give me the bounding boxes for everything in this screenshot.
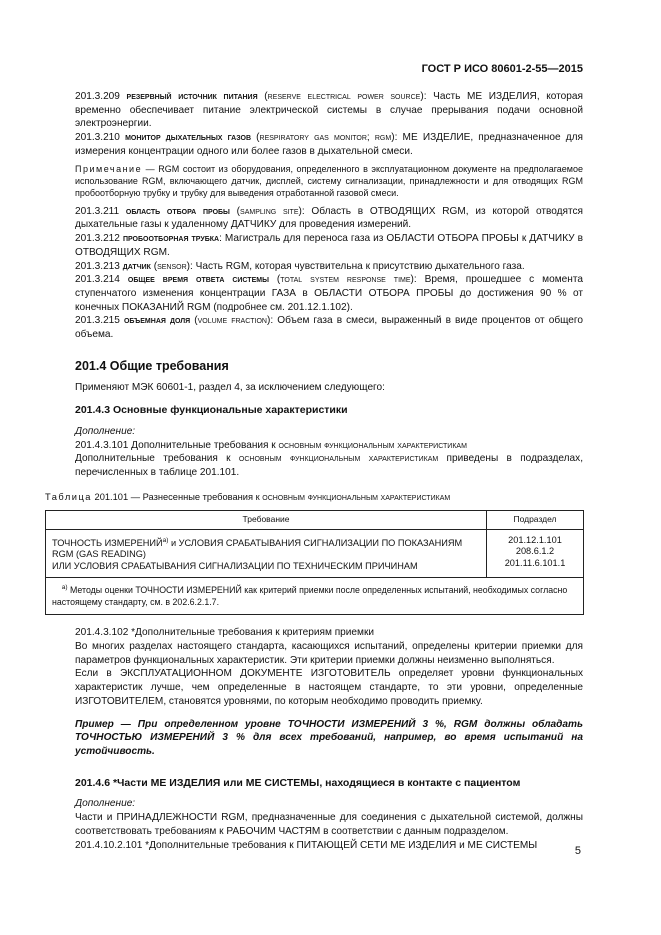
definition-201-3-210: 201.3.210 монитор дыхательных газов (respiratory gas monitor; rgm): ME ИЗДЕЛИЕ, предназначенное для измерения концентрации одного или более газов в дыхательной смеси. [75,132,583,157]
document-header: ГОСТ Р ИСО 80601-2-55—2015 [421,63,583,75]
example-text: Пример — При определенном уровне ТОЧНОСТИ ИЗМЕРЕНИЙ 3 %, RGM должны обладать ТОЧНОСТЬЮ ИЗМЕРЕНИЙ 3 % для всех требований, например, во время испытаний на устойчивость. [75,718,583,757]
section-heading-201-4: 201.4 Общие требования [75,358,229,373]
term: область отбора пробы [125,205,230,217]
definition-201-3-211: 201.3.211 область отбора пробы (sampling site): Область в ОТВОДЯЩИХ RGM, из которой отводятся дыхательные газы к удаленному ДАТЧИКУ для проведения измерений. [75,205,584,231]
table-footnote-row [46,578,584,615]
column-header-requirement: Требование [46,511,487,530]
note: Примечание — RGM состоит из оборудования, определенного в эксплуатационном документе на предполагаемое использование RGM, включающего датчик, дисплей, систему сигнализации, принадлежности и для отводящих RGM пробоотборную трубку и трубку для выведения отработанной газовой смеси. [75,163,583,199]
paragraph-201-4-3-102-title: 201.4.3.102 *Дополнительные требования к критериям приемки [75,627,375,639]
addition-label: Дополнение: [75,425,136,437]
definition-201-3-213: 201.3.213 датчик (sensor): Часть RGM, которая чувствительна к присутствию дыхательного газа. [75,260,525,272]
page-number: 5 [574,845,581,857]
paragraph-201-4-3-101-body: Дополнительные требования к основным функциональным характеристикам приведены в подразделах, перечисленных в таблице 201.101. [75,453,583,478]
table-footnote: $^{а)}$ Методы оценки ТОЧНОСТИ ИЗМЕРЕНИЙ как критерий приемки после определенных испытаний, необходимых согласно настоящему стандарту, см. в 202.6.2.1.7. [46,578,584,615]
term: датчик [122,260,151,272]
paragraph-201-4-3-102-p1: Во многих разделах настоящего стандарта, касающихся испытаний, определены критерии приемки для параметров функциональных характеристик. Эти критерии приемки должны неизменно выполняться. [75,641,583,666]
page-body [45,90,584,852]
definition-201-3-215: 201.3.215 объемная доля (volume fraction): Объем газа в смеси, выраженный в виде процентов от общего объема. [75,315,583,341]
section-intro: Применяют МЭК 60601-1, раздел 4, за исключением следующего: [75,382,385,394]
requirement-cell: ТОЧНОСТЬ $ИЗМЕРЕНИЙ^{а)}$ и УСЛОВИЯ СРАБАТЫВАНИЯ СИГНАЛИЗАЦИИ ПО ПОКАЗАНИЯМ RGM (GAS READING) ИЛИ УСЛОВИЯ СРАБАТЫВАНИЯ СИГНАЛИЗАЦИИ ПО ТЕХНИЧЕСКИМ ПРИЧИНАМ [46,529,487,578]
requirements-table [45,510,584,615]
table-row [46,529,584,578]
paragraph-201-4-6-p1: Части и ПРИНАДЛЕЖНОСТИ RGM, предназначенные для соединения с дыхательной системой, должны соответствовать требованиям к РАБОЧИМ ЧАСТЯМ в соответствии с данным подразделом. [75,812,583,837]
paragraph-201-4-3-102-p2: Если в ЭКСПЛУАТАЦИОННОМ ДОКУМЕНТЕ ИЗГОТОВИТЕЛЬ определяет уровни функциональных характеристик лучше, чем определенные в настоящем стандарте, то эти уровни, определенные ИЗГОТОВИТЕЛЕМ, становятся уровнями, по которым необходимо проводить приемку. [75,668,583,707]
table-caption: Таблица 201.101 — Разнесенные требования к основным функциональным характеристикам [45,491,451,502]
definition-201-3-209: 201.3.209 резервный источник питания (reserve electrical power source): Часть ME ИЗДЕЛИЯ, которая временно обеспечивает питание электрической системы в случае прерывания подачи основной электроэнергии. [75,91,583,130]
term: пробоотборная трубка [122,233,220,245]
column-header-subsection: Подраздел [487,511,584,530]
paragraph-201-4-3-101: 201.4.3.101 Дополнительные требования к основным функциональным характеристикам [75,439,467,451]
subsection-heading-201-4-3: 201.4.3 Основные функциональные характеристики [75,404,348,417]
term: резервный источник питания [126,91,258,102]
addition-label-2: Дополнение: [75,798,136,810]
subsection-heading-201-4-6: 201.4.6 *Части ME ИЗДЕЛИЯ или ME СИСТЕМЫ, находящиеся в контакте с пациентом [75,776,521,789]
term: объемная доля [123,315,191,327]
table-header-row [46,511,584,530]
subsection-cell: 201.12.1.101 208.6.1.2 201.11.6.101.1 [487,529,584,578]
term: монитор дыхательных газов [125,132,251,144]
definition-201-3-214: 201.3.214 общее время ответа системы (total system response time): Время, прошедшее с момента ступенчатого изменения концентрации ГАЗА в ОБЛАСТИ ОТБОРА ПРОБЫ до достижения 90 % от конечных ПОКАЗАНИЙ RGM (подробнее см. 201.12.1.102). [75,274,583,313]
term: общее время ответа системы [127,274,269,286]
paragraph-201-4-10-2-101: 201.4.10.2.101 *Дополнительные требования к ПИТАЮЩЕЙ СЕТИ ME ИЗДЕЛИЯ и ME СИСТЕМЫ [75,839,538,851]
definition-201-3-212: 201.3.212 пробоотборная трубка: Магистраль для переноса газа из ОБЛАСТИ ОТБОРА ПРОБЫ к ДАТЧИКУ в ОТВОДЯЩИХ RGM. [75,233,583,258]
